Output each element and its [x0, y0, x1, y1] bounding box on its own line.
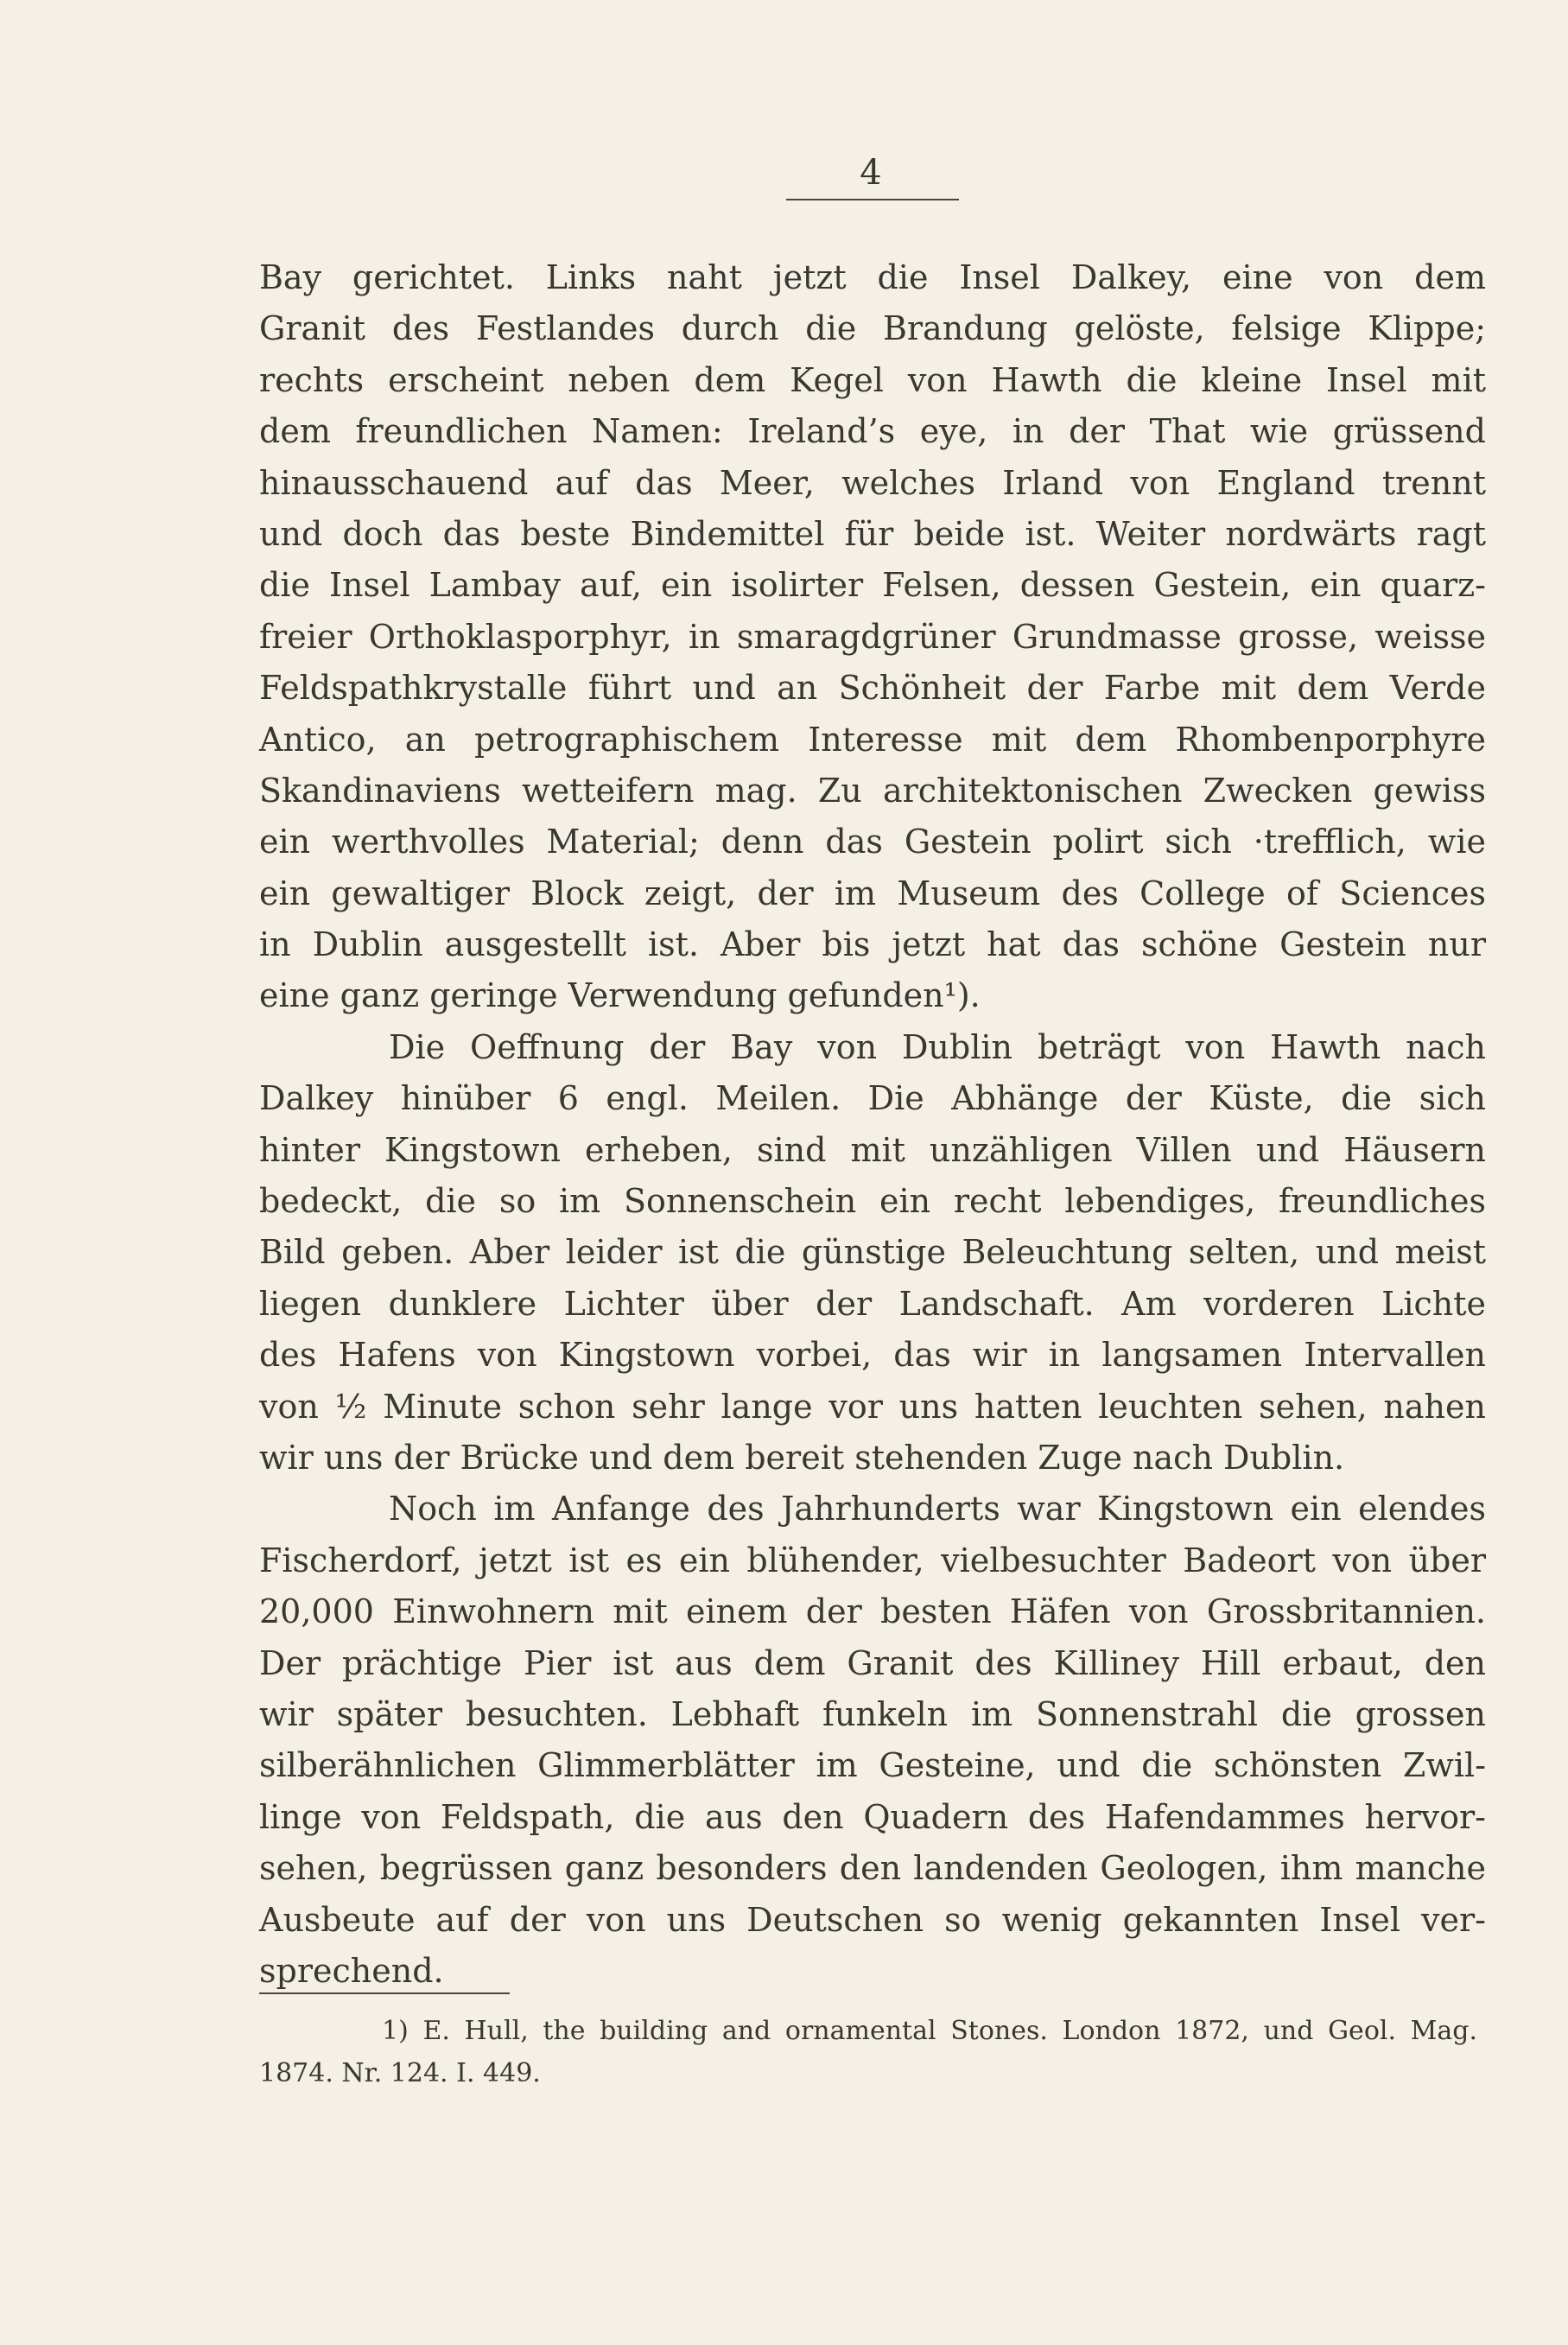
text-line: wir uns der Brücke und dem bereit stehenden Zuge nach Dublin. — [259, 1438, 1345, 1477]
body-text — [259, 252, 1486, 1997]
text-line: 20,000 Einwohnern mit einem der besten Häfen von Grossbritannien. — [259, 1592, 1486, 1631]
text-line: Dalkey hinüber 6 engl. Meilen. Die Abhänge der Küste, die sich — [259, 1079, 1486, 1118]
text-line: Ausbeute auf der von uns Deutschen so wenig gekannten Insel ver- — [259, 1900, 1486, 1939]
text-line: dem freundlichen Namen: Ireland’s eye, in der That wie grüssend — [259, 412, 1486, 451]
page-number: 4 — [860, 153, 882, 193]
text-line: Die Oeffnung der Bay von Dublin beträgt von Hawth nach — [389, 1027, 1486, 1066]
text-line: ein werthvolles Material; denn das Gestein polirt sich ·trefflich, wie — [259, 823, 1486, 861]
text-line: sprechend. — [259, 1951, 444, 1990]
text-line: linge von Feldspath, die aus den Quadern des Hafendammes hervor- — [259, 1797, 1486, 1836]
text-line: Skandinaviens wetteifern mag. Zu architektonischen Zwecken gewiss — [259, 771, 1486, 810]
text-line: Granit des Festlandes durch die Brandung gelöste, felsige Klippe; — [259, 309, 1486, 348]
text-line: hinausschauend auf das Meer, welches Irland von England trennt — [259, 463, 1486, 502]
footnote-rule — [259, 1992, 510, 1994]
text-line: liegen dunklere Lichter über der Landschaft. Am vorderen Lichte — [259, 1284, 1486, 1323]
text-line: Der prächtige Pier ist aus dem Granit des Killiney Hill erbaut, den — [259, 1643, 1486, 1682]
text-line: von ½ Minute schon sehr lange vor uns hatten leuchten sehen, nahen — [259, 1387, 1486, 1426]
text-line: die Insel Lambay auf, ein isolirter Felsen, dessen Gestein, ein quarz- — [259, 566, 1486, 605]
text-line: Fischerdorf, jetzt ist es ein blühender, vielbesuchter Badeort von über — [259, 1541, 1486, 1579]
text-line: ein gewaltiger Block zeigt, der im Museum des College of Sciences — [259, 874, 1486, 912]
text-line: bedeckt, die so im Sonnenschein ein recht lebendiges, freundliches — [259, 1182, 1486, 1221]
text-line: silberähnlichen Glimmerblätter im Gesteine, und die schönsten Zwil- — [259, 1746, 1486, 1785]
text-line: hinter Kingstown erheben, sind mit unzähligen Villen und Häusern — [259, 1130, 1486, 1169]
text-line: sehen, begrüssen ganz besonders den landenden Geologen, ihm manche — [259, 1849, 1486, 1888]
text-line: wir später besuchten. Lebhaft funkeln im Sonnenstrahl die grossen — [259, 1694, 1486, 1733]
text-line: in Dublin ausgestellt ist. Aber bis jetzt hat das schöne Gestein nur — [259, 925, 1486, 964]
footnotes — [259, 2010, 1477, 2094]
footnote-line: 1874. Nr. 124. I. 449. — [259, 2058, 541, 2088]
text-line: Antico, an petrographischem Interesse mit dem Rhombenporphyre — [259, 720, 1486, 759]
text-line: Feldspathkrystalle führt und an Schönheit der Farbe mit dem Verde — [259, 669, 1486, 708]
text-line: Noch im Anfange des Jahrhunderts war Kingstown ein elendes — [389, 1490, 1486, 1528]
text-line: rechts erscheint neben dem Kegel von Hawth die kleine Insel mit — [259, 360, 1486, 399]
header-rule — [786, 199, 959, 200]
text-line: und doch das beste Bindemittel für beide ist. Weiter nordwärts ragt — [259, 514, 1486, 553]
text-line: eine ganz geringe Verwendung gefunden¹). — [259, 976, 981, 1015]
text-line: Bay gerichtet. Links naht jetzt die Insel Dalkey, eine von dem — [259, 258, 1486, 296]
footnote-line: 1) E. Hull, the building and ornamental Stones. London 1872, und Geol. Mag. — [382, 2016, 1477, 2046]
text-line: des Hafens von Kingstown vorbei, das wir in langsamen Intervallen — [259, 1336, 1486, 1375]
text-line: freier Orthoklasporphyr, in smaragdgrüner Grundmasse grosse, weisse — [259, 617, 1486, 656]
text-line: Bild geben. Aber leider ist die günstige Beleuchtung selten, und meist — [259, 1233, 1486, 1272]
